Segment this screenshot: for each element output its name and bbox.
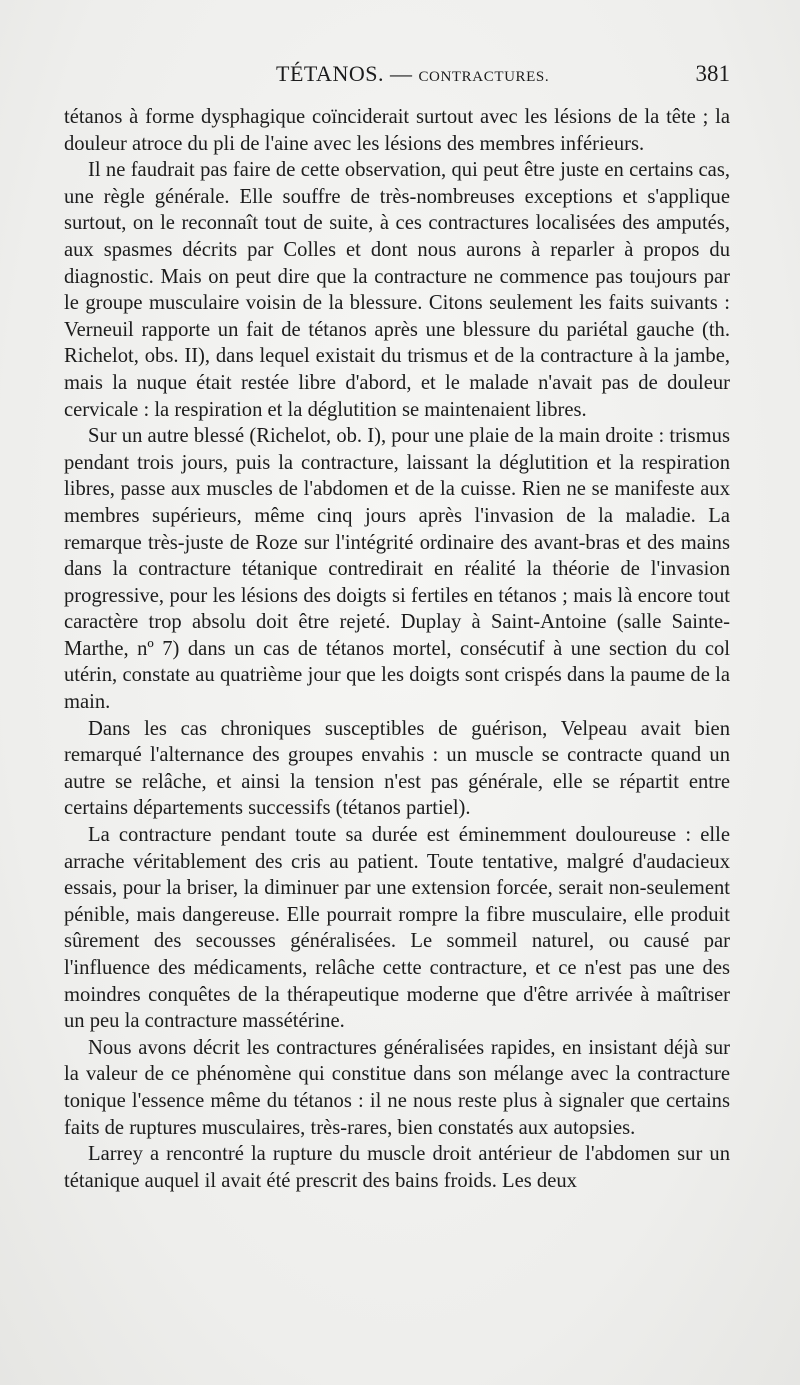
- paragraph: Il ne faudrait pas faire de cette observation, qui peut être juste en certains cas, une règle générale. Elle souffre de très-nombreuses exceptions et s'applique surtout, on le reconnaît tout de suite, à ces contractures localisées des amputés, aux spasmes décrits par Colles et dont nous aurons à reparler à propos du diagnostic. Mais on peut dire que la contracture ne commence pas toujours par le groupe musculaire voisin de la blessure. Citons seulement les faits suivants : Verneuil rapporte un fait de tétanos après une blessure du pariétal gauche (th. Richelot, obs. II), dans lequel existait du trismus et de la contracture à la jambe, mais la nuque était restée libre d'abord, et le malade n'avait pas de douleur cervicale : la respiration et la déglutition se maintenaient libres.: [64, 159, 730, 421]
- paragraph: La contracture pendant toute sa durée est éminemment douloureuse : elle arrache véritablement des cris au patient. Toute tentative, malgré d'audacieux essais, pour la briser, la diminuer par une extension forcée, serait non-seulement pénible, mais dangereuse. Elle pourrait rompre la fibre musculaire, elle produit sûrement des secousses généralisées. Le sommeil naturel, ou causé par l'influence des médicaments, relâche cette contracture, et ce n'est pas une des moindres conquêtes de la thérapeutique moderne que d'être arrivée à maîtriser un peu la contracture massétérine.: [64, 824, 730, 1033]
- paragraph: Larrey a rencontré la rupture du muscle droit antérieur de l'abdomen sur un tétanique auquel il avait été prescrit des bains froids. Les deux: [64, 1143, 730, 1192]
- running-head: [64, 54, 730, 94]
- running-title: [276, 54, 549, 97]
- running-title-main: TÉTANOS. —: [276, 61, 419, 86]
- body-text: [64, 104, 730, 1194]
- paragraph: Sur un autre blessé (Richelot, ob. I), pour une plaie de la main droite : trismus pendant trois jours, puis la contracture, laissant la déglutition et la respiration libres, passe aux muscles de l'abdomen et de la cuisse. Rien ne se manifeste aux membres supérieurs, même cinq jours après l'invasion de la maladie. La remarque très-juste de Roze sur l'intégrité ordinaire des avant-bras et des mains dans la contracture tétanique contredirait en réalité la théorie de l'invasion progressive, pour les lésions des doigts si fertiles en tétanos ; mais là encore tout caractère trop absolu doit être rejeté. Duplay à Saint-Antoine (salle Sainte-Marthe, nº 7) dans un cas de tétanos mortel, consécutif à une section du col utérin, constate au quatrième jour que les doigts sont crispés dans la paume de la main.: [64, 425, 730, 714]
- paragraph-continued: tétanos à forme dysphagique coïnciderait surtout avec les lésions de la tête ; la douleur atroce du pli de l'aine avec les lésions des membres inférieurs.: [64, 106, 730, 155]
- page-number: 381: [695, 61, 730, 86]
- paragraph: Nous avons décrit les contractures généralisées rapides, en insistant déjà sur la valeur de ce phénomène qui constitue dans son mélange avec la contracture tonique l'essence même du tétanos : il ne nous reste plus à signaler que certains faits de ruptures musculaires, très-rares, bien constatés aux autopsies.: [64, 1036, 730, 1139]
- running-title-section: CONTRACTURES.: [418, 69, 550, 85]
- paragraph: Dans les cas chroniques susceptibles de guérison, Velpeau avait bien remarqué l'alternance des groupes envahis : un muscle se contracte quand un autre se relâche, et ainsi la tension n'est pas générale, elle se répartit entre certains départements successifs (tétanos partiel).: [64, 717, 730, 820]
